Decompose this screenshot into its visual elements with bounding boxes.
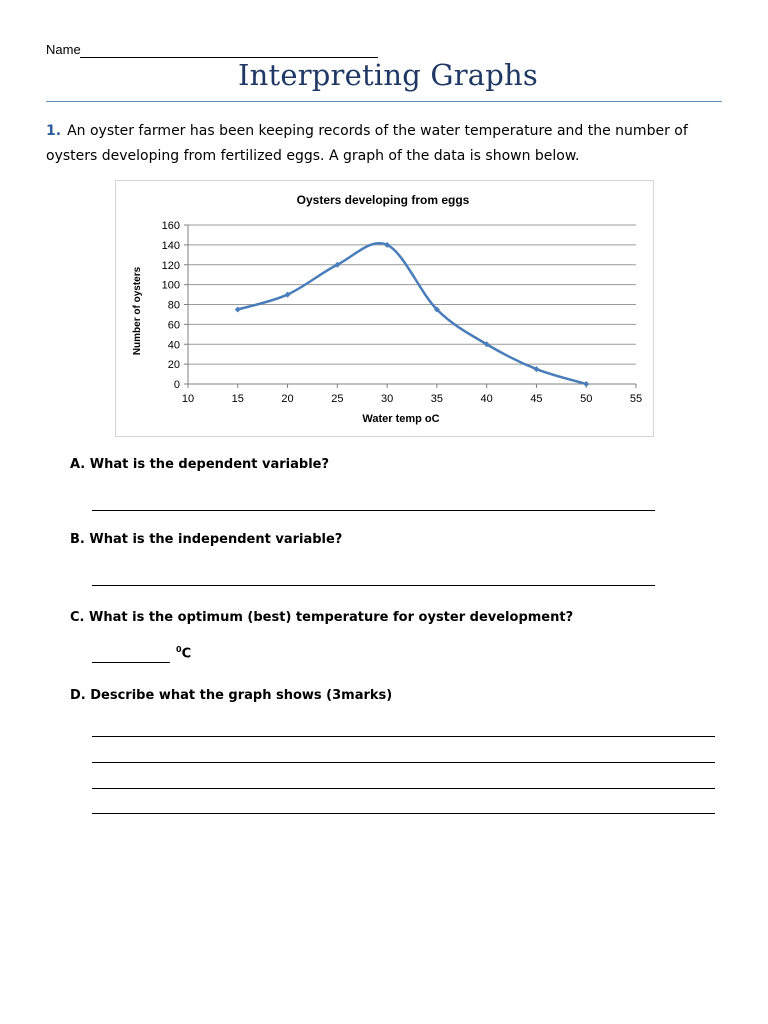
question-b: B. What is the independent variable? bbox=[70, 532, 343, 547]
data-point bbox=[235, 306, 241, 312]
question-1-number: 1. bbox=[46, 123, 62, 139]
y-tick-label: 0 bbox=[173, 379, 180, 391]
answer-line-b[interactable] bbox=[92, 585, 655, 586]
x-tick-label: 55 bbox=[629, 393, 643, 405]
y-tick-label: 100 bbox=[161, 279, 180, 292]
x-tick-label: 10 bbox=[181, 393, 195, 405]
degree-celsius-unit bbox=[176, 645, 191, 661]
y-tick-label: 20 bbox=[167, 359, 180, 372]
question-d: D. Describe what the graph shows (3marks) bbox=[70, 688, 393, 703]
question-1 bbox=[46, 119, 726, 169]
title-divider bbox=[46, 101, 722, 102]
x-tick-label: 50 bbox=[580, 393, 593, 405]
y-tick-label: 60 bbox=[167, 319, 180, 332]
x-tick-label: 35 bbox=[430, 393, 444, 405]
x-tick-label: 20 bbox=[281, 393, 294, 405]
answer-line-d-2[interactable] bbox=[92, 762, 715, 763]
x-tick-label: 15 bbox=[231, 393, 244, 405]
chart-title: Oysters developing from eggs bbox=[296, 193, 470, 207]
answer-line-d-3[interactable] bbox=[92, 788, 715, 789]
y-axis-label: Number of oysters bbox=[132, 266, 143, 356]
x-tick-label: 45 bbox=[530, 393, 543, 405]
celsius-letter: C bbox=[181, 646, 192, 662]
answer-line-a[interactable] bbox=[92, 510, 655, 511]
degree-superscript: 0 bbox=[176, 645, 182, 654]
y-tick-label: 40 bbox=[167, 339, 180, 352]
oyster-line-chart bbox=[115, 180, 654, 437]
x-axis-label: Water temp oC bbox=[362, 413, 440, 425]
x-tick-label: 30 bbox=[380, 393, 394, 405]
question-1-text: An oyster farmer has been keeping records of the water temperature and the number of oysters developing from fertilized eggs. A graph of the data is shown below. bbox=[46, 123, 688, 164]
data-point bbox=[583, 381, 589, 387]
x-tick-label: 25 bbox=[331, 393, 344, 405]
y-tick-label: 80 bbox=[167, 299, 180, 312]
y-tick-label: 120 bbox=[161, 259, 180, 272]
answer-line-d-4[interactable] bbox=[92, 813, 715, 814]
y-tick-label: 160 bbox=[161, 220, 180, 232]
question-a: A. What is the dependent variable? bbox=[70, 457, 330, 472]
answer-line-d-1[interactable] bbox=[92, 736, 715, 737]
y-tick-label: 140 bbox=[161, 239, 180, 252]
x-tick-label: 40 bbox=[480, 393, 493, 405]
question-c: C. What is the optimum (best) temperature for oyster development? bbox=[70, 610, 574, 625]
name-label: Name bbox=[46, 42, 81, 57]
page-title: Interpreting Graphs bbox=[237, 58, 539, 92]
answer-blank-temperature[interactable] bbox=[92, 662, 170, 663]
